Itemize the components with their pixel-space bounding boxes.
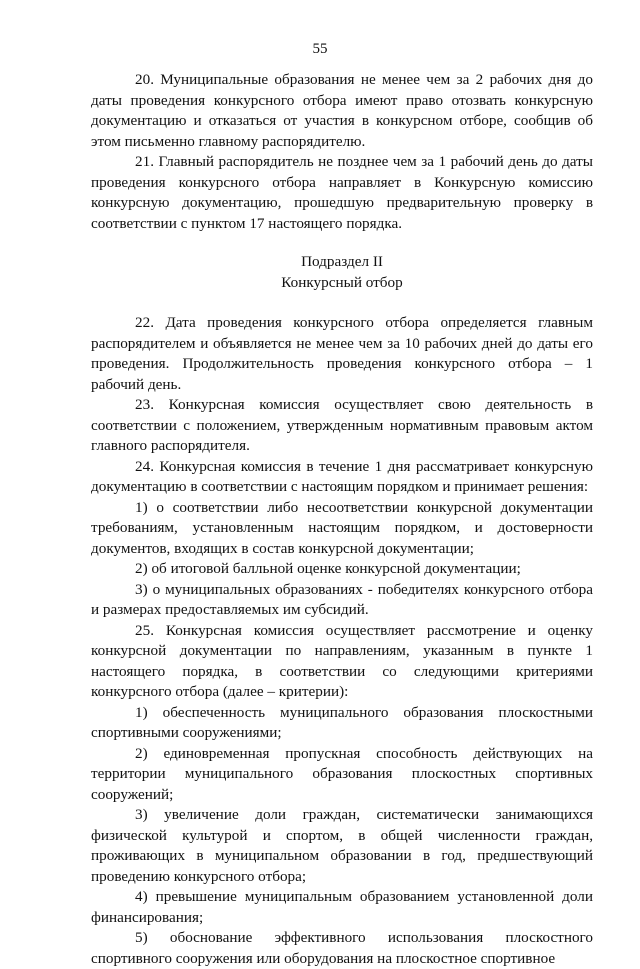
page-number: 55 [312,41,328,57]
list-item-24-2: 2) об итоговой балльной оценке конкурсной документации; [135,560,521,577]
spacer [91,234,593,252]
criterion-5: 5) обоснование эффективного использования плоскостного спортивного сооружения или оборудования на плоскостное спортивное [91,929,593,967]
list-item-24-1: 1) о соответствии либо несоответствии конкурсной документации требованиям, установленным настоящим порядком, и достоверности документов, входящих в состав конкурсной документации; [91,498,593,557]
paragraph-24: 24. Конкурсная комиссия в течение 1 дня рассматривает конкурсную документацию в соответствии с настоящим порядком и принимает решения: [91,457,593,495]
subsection-number: Подраздел II [301,253,383,270]
spacer [91,293,593,313]
criterion-2: 2) единовременная пропускная способность действующих на территории муниципального образования плоскостных спортивных сооружений; [91,744,593,803]
criterion-3: 3) увеличение доли граждан, систематически занимающихся физической культурой и спортом, в общей численности граждан, проживающих в муниципальном образовании в год, предшествующий проведению конкурсного отбора; [91,806,593,885]
paragraph-20: 20. Муниципальные образования не менее чем за 2 рабочих дня до даты проведения конкурсного отбора имеют право отозвать конкурсную документацию и отказаться от участия в конкурсном отборе, сообщив об этом письменно главному распорядителю. [91,71,593,150]
subsection-title: Конкурсный отбор [281,273,403,291]
criterion-4: 4) превышение муниципальным образованием установленной доли финансирования; [91,888,593,926]
paragraph-23: 23. Конкурсная комиссия осуществляет свою деятельность в соответствии с положением, утвержденным нормативным правовым актом главного распорядителя. [91,396,593,454]
paragraph-21: 21. Главный распорядитель не позднее чем за 1 рабочий день до даты проведения конкурсного отбора направляет в Конкурсную комиссию конкурсную документацию, прошедшую предварительную проверку в соответствии с пунктом 17 настоящего порядка. [91,153,593,232]
paragraph-25: 25. Конкурсная комиссия осуществляет рассмотрение и оценку конкурсной документации по направлениям, указанным в пункте 1 настоящего порядка, в соответствии со следующими критериями конкурсного отбора (далее – критерии): [91,621,593,700]
document-body [91,70,593,969]
list-item-24-3: 3) о муниципальных образованиях - победителях конкурсного отбора и размерах предоставляемых им субсидий. [91,580,593,618]
criterion-1: 1) обеспеченность муниципального образования плоскостными спортивными сооружениями; [91,703,593,741]
paragraph-22: 22. Дата проведения конкурсного отбора определяется главным распорядителем и объявляется не менее чем за 10 рабочих дней до даты его проведения. Продолжительность проведения конкурсного отбора – 1 рабочий день. [91,314,593,393]
